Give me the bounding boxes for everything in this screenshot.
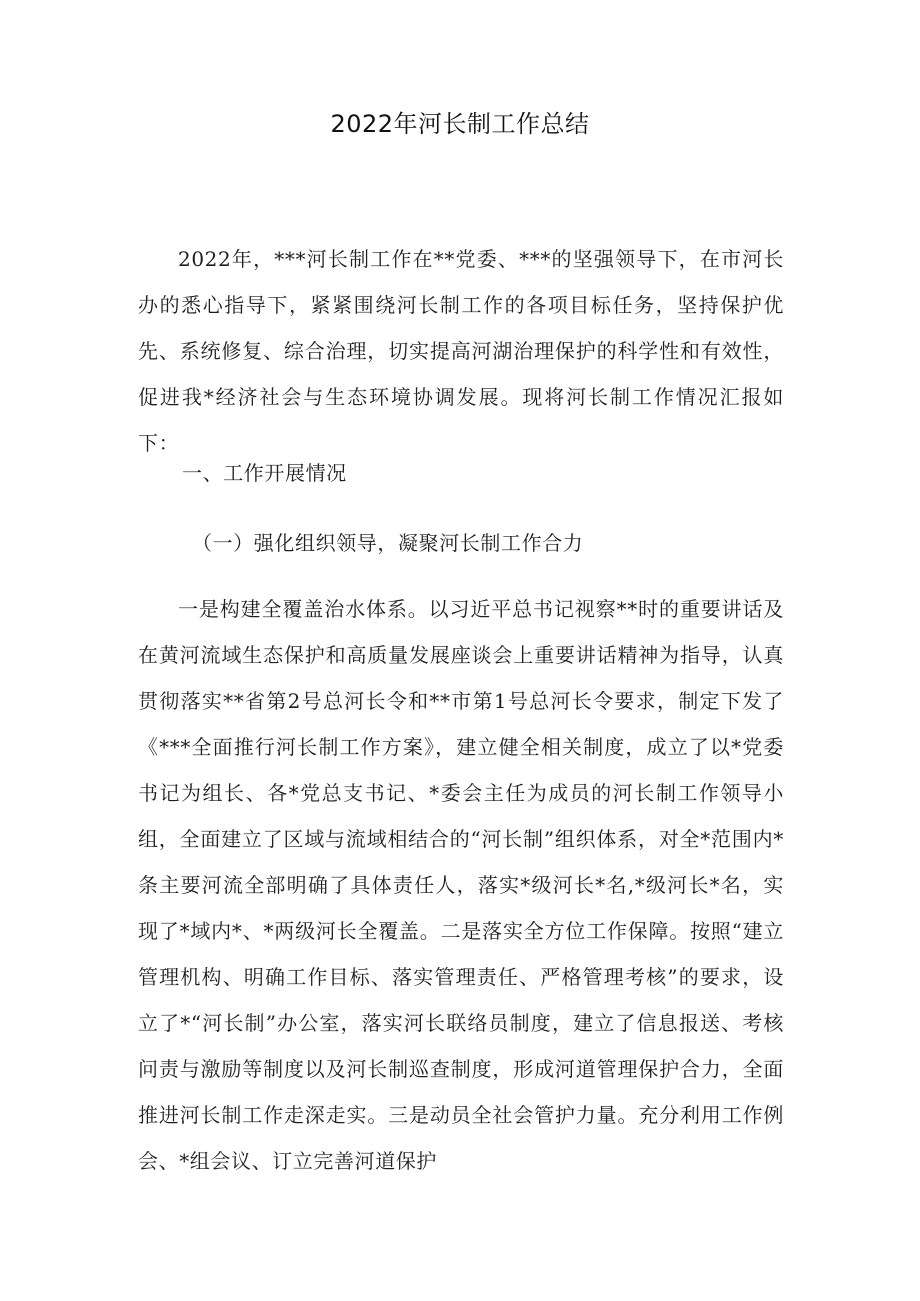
body-paragraph: 一是构建全覆盖治水体系。以习近平总书记视察**时的重要讲话及在黄河流域生态保护和高质量发展座谈会上重要讲话精神为指导，认真贯彻落实**省第2号总河长令和**市第1号总河长令要求，制定下发了《***全面推行河长制工作方案》，建立健全相关制度，成立了以*党委书记为组长、各*党总支书记、*委会主任为成员的河长制工作领导小组，全面建立了区域与流域相结合的“河长制”组织体系，对全*范围内*条主要河流全部明确了具体责任人，落实*级河长*名,*级河长*名，实现了*域内*、*两级河长全覆盖。二是落实全方位工作保障。按照“建立管理机构、明确工作目标、落实管理责任、严格管理考核”的要求，设立了*“河长制”办公室，落实河长联络员制度，建立了信息报送、考核问责与激励等制度以及河长制巡查制度，形成河道管理保护合力，全面推进河长制工作走深走实。三是动员全社会管护力量。充分利用工作例会、*组会议、订立完善河道保护 [138, 597, 784, 1173]
document-title: 2022年河长制工作总结 [330, 110, 590, 138]
subsection-heading: （一）强化组织领导，凝聚河长制工作合力 [192, 531, 584, 555]
section-heading: 一、工作开展情况 [182, 461, 347, 485]
intro-paragraph: 2022年，***河长制工作在**党委、***的坚强领导下，在市河长办的悉心指导下，紧紧围绕河长制工作的各项目标任务，坚持保护优先、系统修复、综合治理，切实提高河湖治理保护的科学性和有效性，促进我*经济社会与生态环境协调发展。现将河长制工作情况汇报如下： [138, 247, 784, 455]
